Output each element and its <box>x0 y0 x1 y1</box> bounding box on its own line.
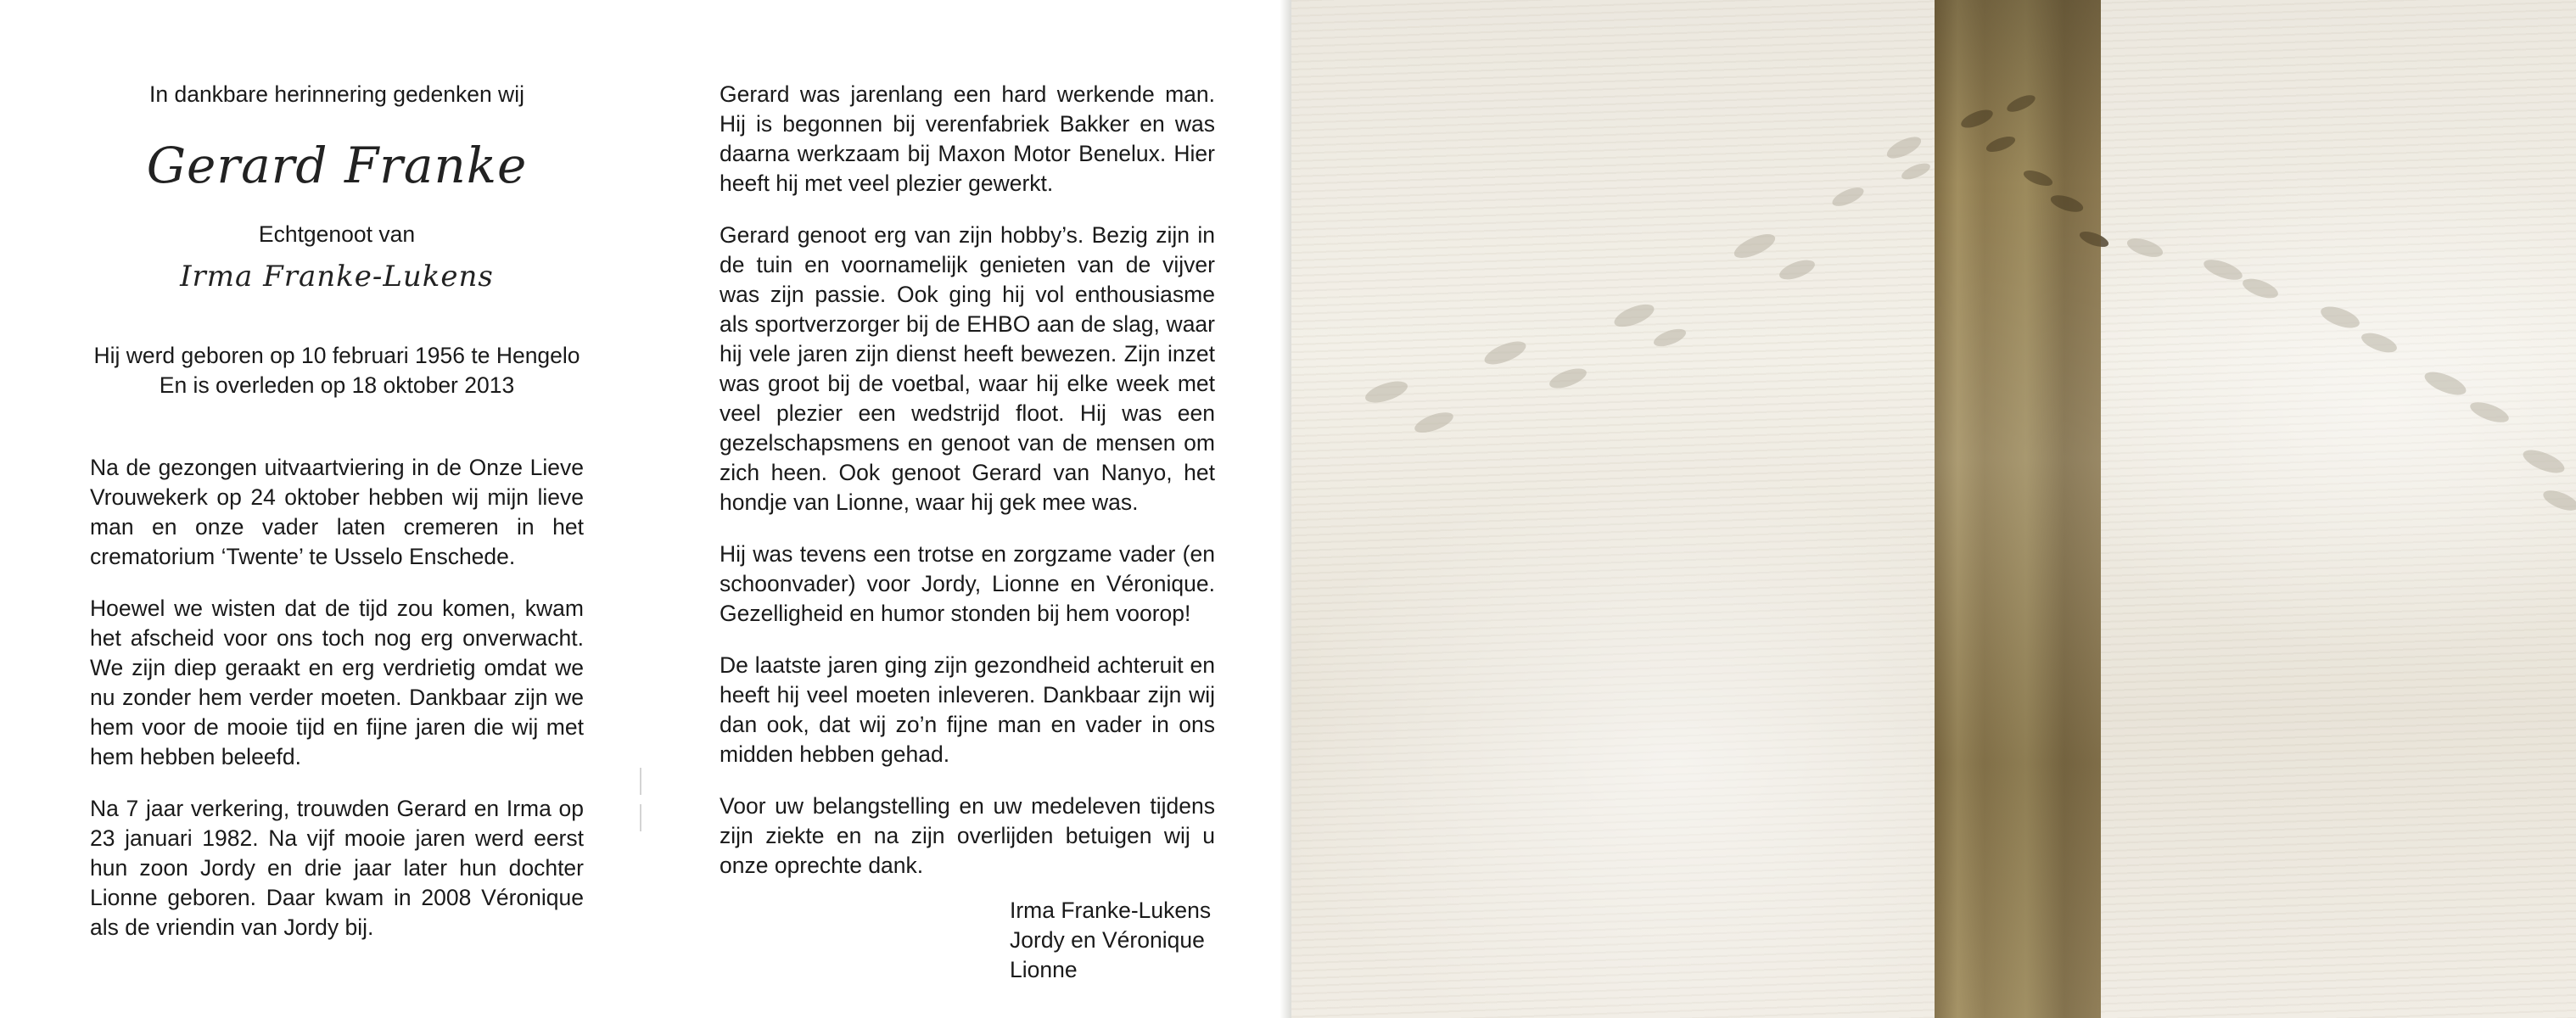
right-paragraph: Gerard was jarenlang een hard werkende man. Hij is begonnen bij verenfabriek Bakker en was daarna werkzaam bij Maxon Motor Benelux. Hier heeft hij met veel plezier gewerkt. <box>720 81 1215 196</box>
spouse-label: Echtgenoot van <box>258 221 416 247</box>
intro-line: In dankbare herinnering gedenken wij <box>149 81 524 107</box>
left-column <box>90 80 584 965</box>
fold-mark <box>640 804 641 831</box>
left-paragraph: Na de gezongen uitvaartviering in de Onze Lieve Vrouwekerk op 24 oktober hebben wij mijn lieve man en onze vader laten cremeren in het crematorium ‘Twente’ te Usselo Enschede. <box>90 455 584 569</box>
footprint-trail <box>1291 0 2576 1018</box>
signature-line: Irma Franke-Lukens <box>1010 898 1212 923</box>
right-paragraph: Gerard genoot erg van zijn hobby’s. Bezig zijn in de tuin en voornamelijk genieten van de vijver was zijn passie. Ook ging hij vol enthousiasme als sportverzorger bij de EHBO aan de slag, waar hij vele jaren zijn dienst heeft bewezen. Zijn inzet was groot bij de voetbal, waar hij elke week met veel plezier een wedstrijd floot. Hij was een gezelschapsmens en genoot van de mensen om zich heen. Ook genoot Gerard van Nanyo, het hondje van Lionne, waar hij gek mee was. <box>720 222 1215 515</box>
signature-line: Jordy en Véronique <box>1010 927 1205 953</box>
signature-line: Lionne <box>1010 957 1078 982</box>
left-paragraph: Na 7 jaar verkering, trouwden Gerard en Irma op 23 januari 1982. Na vijf mooie jaren werd eerst hun zoon Jordy en drie jaar later hun dochter Lionne geboren. Daar kwam in 2008 Véronique als de vriendin van Jordy bij. <box>90 796 584 940</box>
card-fold <box>1280 0 1291 1018</box>
right-column <box>720 80 1215 985</box>
fold-mark <box>640 768 641 795</box>
footprints-left <box>1363 132 1932 436</box>
gold-ribbon <box>1935 0 2101 1018</box>
right-paragraph: Hij was tevens een trotse en zorgzame vader (en schoonvader) voor Jordy, Lionne en Véronique. Gezelligheid en humor stonden bij hem voorop! <box>720 541 1215 626</box>
left-paragraph: Hoewel we wisten dat de tijd zou komen, kwam het afscheid voor ons toch nog erg onverwacht. We zijn diep geraakt en erg verdrietig omdat we nu zonder hem verder moeten. Dankbaar zijn we hem voor de mooie tijd en fijne jaren die wij met hem hebben beleefd. <box>90 596 584 769</box>
footprints-right <box>2125 235 2576 515</box>
snow-footprints-photo <box>1291 0 2576 1018</box>
signature-block <box>1010 896 1215 985</box>
spouse-name: Irma Franke-Lukens <box>180 260 494 294</box>
deceased-name: Gerard Franke <box>146 137 528 194</box>
right-paragraph: Voor uw belangstelling en uw medeleven tijdens zijn ziekte en na zijn overlijden betuigen wij u onze oprechte dank. <box>720 793 1215 878</box>
born-line: Hij werd geboren op 10 februari 1956 te Hengelo <box>93 343 580 368</box>
died-line: En is overleden op 18 oktober 2013 <box>159 372 515 398</box>
right-paragraph: De laatste jaren ging zijn gezondheid achteruit en heeft hij veel moeten inleveren. Dankbaar zijn wij dan ook, dat wij zo’n fijne man en vader in ons midden hebben gehad. <box>720 652 1215 767</box>
